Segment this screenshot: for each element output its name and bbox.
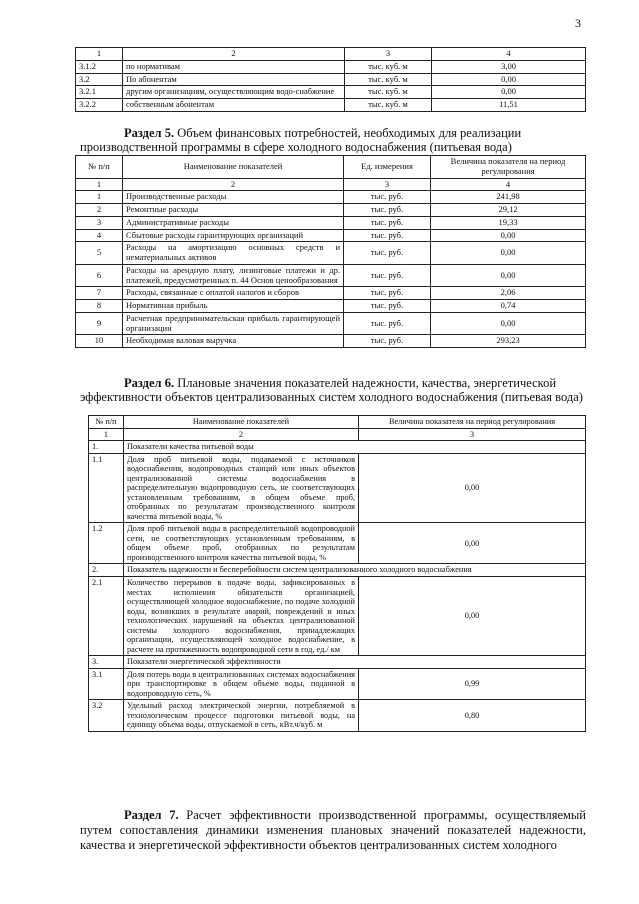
row-unit: тыс. руб. (344, 335, 431, 348)
row-value: 0,00 (432, 86, 586, 99)
table-row (89, 453, 586, 523)
row-name: Удельный расход электрической энергии, потребляемой в технологическом процессе подготовки питьевой воды, на единицу объема воды, отпускаемой в сеть, кВт.ч/куб. м (124, 700, 359, 732)
row-name: собственным абонентам (123, 99, 345, 112)
group-title: Показатель надежности и бесперебойности систем централизованного холодного водоснабжения (124, 564, 586, 577)
row-value: 293,23 (431, 335, 586, 348)
col-name: 2 (123, 48, 345, 61)
table-row (76, 216, 586, 229)
numbering-row (76, 178, 586, 191)
table-row (76, 191, 586, 204)
row-num: 9 (76, 312, 123, 335)
row-value: 0,00 (359, 523, 586, 564)
table-row (76, 287, 586, 300)
group-row (89, 564, 586, 577)
table-row (76, 312, 586, 335)
row-value: 19,33 (431, 216, 586, 229)
row-name: Расходы, связанные с оплатой налогов и сборов (123, 287, 344, 300)
row-num: 6 (76, 264, 123, 287)
row-unit: тыс. руб. (344, 216, 431, 229)
row-unit: тыс. руб. (344, 191, 431, 204)
row-unit: тыс. руб. (344, 242, 431, 265)
header-num: № п/п (89, 416, 124, 429)
row-value: 0,00 (432, 73, 586, 86)
numbering-cell: 3 (359, 428, 586, 441)
header-unit: Ед. измерения (344, 156, 431, 179)
table-row (76, 242, 586, 265)
row-name: Нормативная прибыль (123, 300, 344, 313)
row-name: Количество перерывов в подаче воды, зафиксированных в местах исполнения обязательств организацией, осуществляющей холодное водоснабжение, по подаче холодной воды, возникших в результате аварий, повреждений и иных технологических нарушений на объектах централизованной системы холодного водоснабжения, принадлежащих организации, осуществляющей холодное водоснабжение, в расчете на протяженность водопроводной сети в год, ед./ км (124, 576, 359, 655)
table-row (76, 264, 586, 287)
group-row (89, 441, 586, 454)
table-row (76, 300, 586, 313)
header-name: Наименование показателей (124, 416, 359, 429)
col-num: 1 (76, 48, 123, 61)
page-number: 3 (575, 16, 581, 30)
table-row (76, 99, 586, 112)
section5-title: Объем финансовых потребностей, необходимых для реализации производственной программы в сфере холодного водоснабжения (питьевая вода) (80, 126, 522, 154)
row-unit: тыс. куб. м (345, 60, 432, 73)
section7-text: Расчет эффективности производственной программы, осуществляемый путем сопоставления динамики изменения плановых значений показателей надежности, качества и энергетической эффективности объектов централизованных систем холодного (80, 808, 586, 852)
financial-needs-table (75, 155, 586, 348)
row-unit: тыс. куб. м (345, 73, 432, 86)
row-value: 0,74 (431, 300, 586, 313)
volume-table (75, 47, 586, 112)
table-header-row (89, 416, 586, 429)
table-header-row (76, 156, 586, 179)
row-num: 1.2 (89, 523, 124, 564)
header-name: Наименование показателей (123, 156, 344, 179)
row-name: Доля проб питьевой воды, подаваемой с источников водоснабжения, водопроводных станций или иных объектов централизованной системы водоснабжения в распределительную водопроводную сеть, не соответствующих установленным требованиям, в общем объеме проб, отобранных по результатам производственного контроля качества питьевой воды, % (124, 453, 359, 523)
row-value: 0,00 (431, 312, 586, 335)
row-name: по нормативам (123, 60, 345, 73)
numbering-cell: 2 (123, 178, 344, 191)
row-name: Расходы на амортизацию основных средств и нематериальных активов (123, 242, 344, 265)
row-num: 3.2 (89, 700, 124, 732)
row-num: 5 (76, 242, 123, 265)
header-value: Величина показателя на период регулирования (431, 156, 586, 179)
row-name: Сбытовые расходы гарантирующих организаций (123, 229, 344, 242)
table-row (76, 73, 586, 86)
row-unit: тыс. руб. (344, 229, 431, 242)
row-name: Административные расходы (123, 216, 344, 229)
section7-label: Раздел 7. (124, 808, 179, 822)
numbering-row (89, 428, 586, 441)
group-num: 2. (89, 564, 124, 577)
numbering-cell: 2 (124, 428, 359, 441)
row-num: 1.1 (89, 453, 124, 523)
table-row (76, 86, 586, 99)
row-num: 4 (76, 229, 123, 242)
section7-paragraph (80, 808, 586, 853)
table-row (76, 204, 586, 217)
row-num: 3.1 (89, 668, 124, 700)
header-num: № п/п (76, 156, 123, 179)
row-num: 3.2 (76, 73, 123, 86)
row-name: Доля проб питьевой воды в распределительной водопроводной сети, не соответствующих установленным требованиям, в общем объеме проб, отобранных по результатам производственного контроля качества питьевой воды, % (124, 523, 359, 564)
group-num: 1. (89, 441, 124, 454)
row-value: 0,00 (431, 242, 586, 265)
row-num: 2 (76, 204, 123, 217)
row-num: 10 (76, 335, 123, 348)
col-value: 4 (432, 48, 586, 61)
row-name: Необходимая валовая выручка (123, 335, 344, 348)
numbering-cell: 3 (344, 178, 431, 191)
row-name: другим организациям, осуществляющим водо-снабжение (123, 86, 345, 99)
row-num: 3.1.2 (76, 60, 123, 73)
row-unit: тыс. руб. (344, 264, 431, 287)
row-value: 0,80 (359, 700, 586, 732)
row-name: Доля потерь воды в централизованных системах водоснабжения при транспортировке в общем объеме воды, поданной в водопроводную сеть, % (124, 668, 359, 700)
row-unit: тыс. руб. (344, 312, 431, 335)
row-value: 2,06 (431, 287, 586, 300)
table-row (76, 229, 586, 242)
row-name: Производственные расходы (123, 191, 344, 204)
table-row (89, 523, 586, 564)
numbering-cell: 1 (76, 178, 123, 191)
row-num: 3.2.1 (76, 86, 123, 99)
numbering-cell: 4 (431, 178, 586, 191)
group-title: Показатели качества питьевой воды (124, 441, 586, 454)
table-row (76, 60, 586, 73)
indicators-table (88, 415, 586, 732)
row-value: 0,00 (431, 264, 586, 287)
row-unit: тыс. руб. (344, 204, 431, 217)
header-value: Величина показателя на период регулирования (359, 416, 586, 429)
row-value: 3,00 (432, 60, 586, 73)
group-num: 3. (89, 656, 124, 669)
row-num: 1 (76, 191, 123, 204)
table-row (76, 335, 586, 348)
row-value: 0,00 (431, 229, 586, 242)
row-name: По абонентам (123, 73, 345, 86)
row-num: 7 (76, 287, 123, 300)
row-name: Расходы на арендную плату, лизинговые платежи и др. платежей, предусмотренных п. 44 Основ ценообразования (123, 264, 344, 287)
col-unit: 3 (345, 48, 432, 61)
row-value: 0,00 (359, 576, 586, 655)
table-row (89, 576, 586, 655)
row-unit: тыс. куб. м (345, 86, 432, 99)
row-unit: тыс. куб. м (345, 99, 432, 112)
table-row (89, 668, 586, 700)
row-num: 3 (76, 216, 123, 229)
section6-label: Раздел 6. (124, 376, 175, 390)
row-name: Ремонтные расходы (123, 204, 344, 217)
numbering-cell: 1 (89, 428, 124, 441)
row-value: 241,98 (431, 191, 586, 204)
table-row (76, 48, 586, 61)
group-title: Показатели энергетической эффективности (124, 656, 586, 669)
section5-label: Раздел 5. (124, 126, 175, 140)
row-value: 0,00 (359, 453, 586, 523)
section6-heading (80, 376, 586, 404)
section6-title: Плановые значения показателей надежности, качества, энергетической эффективности объектов централизованных систем холодного водоснабжения (питьевая вода) (80, 376, 583, 404)
row-num: 8 (76, 300, 123, 313)
row-value: 29,12 (431, 204, 586, 217)
row-name: Расчетная предпринимательская прибыль гарантирующей организации (123, 312, 344, 335)
table-row (89, 700, 586, 732)
group-row (89, 656, 586, 669)
row-value: 0,99 (359, 668, 586, 700)
row-num: 3.2.2 (76, 99, 123, 112)
row-unit: тыс. руб. (344, 300, 431, 313)
row-unit: тыс. руб. (344, 287, 431, 300)
section5-heading (80, 126, 586, 154)
row-value: 11,51 (432, 99, 586, 112)
row-num: 2.1 (89, 576, 124, 655)
